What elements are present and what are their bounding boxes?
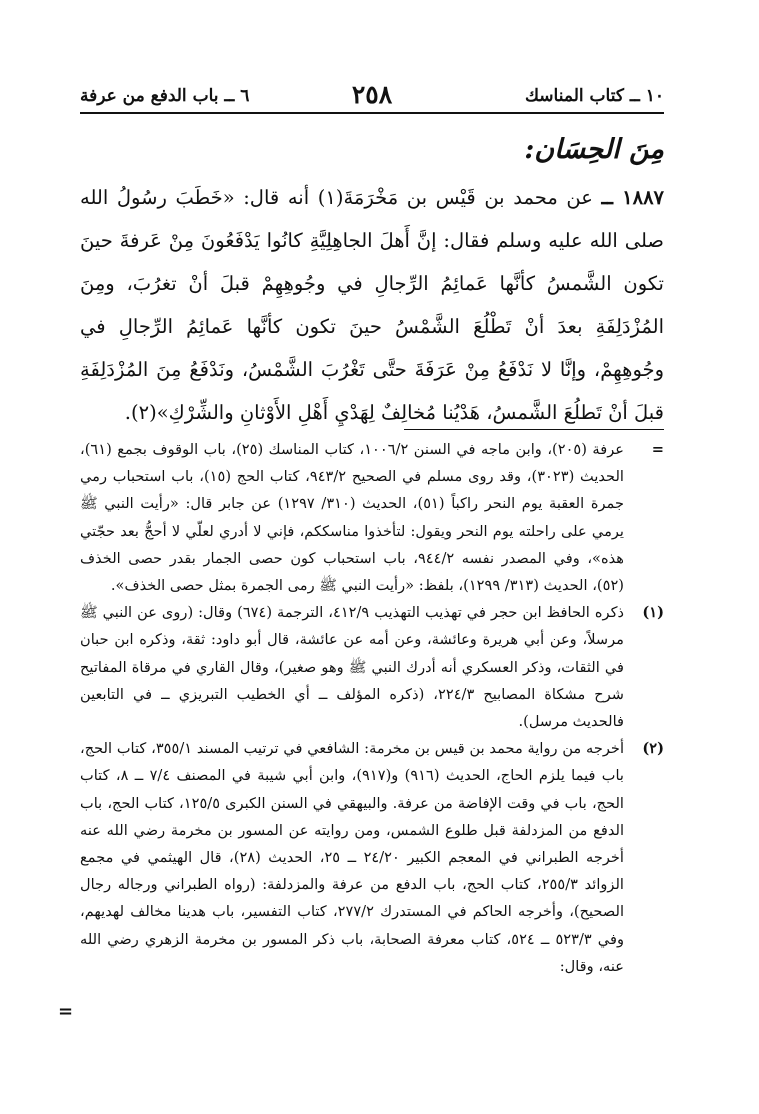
chapter-title: ١٠ ــ كتاب المناسك (524, 86, 664, 106)
page-number: ٢٥٨ (351, 80, 393, 109)
footnote-text: ذكره الحافظ ابن حجر في تهذيب التهذيب ٤١٢/٩، الترجمة (٦٧٤) وقال: (روى عن النبي ﷺ مرسلاً، وعن أبي هريرة وعائشة، وعن أمه عن عائشة، قال أبو داود: ثقة، وذكره ابن حبان في الثقات، وذكر العسكري أنه أدرك النبي ﷺ وهو صغير)، وقال القاري في مرقاة المفاتيح شرح مشكاة المصابيح ٢٢٤/٣، (ذكره المؤلف ــ أي الخطيب التبريزي ــ في التابعين فالحديث مرسل). (80, 604, 625, 731)
footnote-text: عرفة (٢٠٥)، وابن ماجه في السنن ١٠٠٦/٢، كتاب المناسك (٢٥)، باب الوقوف بجمع (٦١)، الحديث (٣٠٢٣)، وقد روى مسلم في الصحيح ٩٤٣/٢، كتاب الحج (١٥)، باب استحباب رمي جمرة العقبة يوم النحر راكباً (٥١)، الحديث (٣١٠/ ١٢٩٧) عن جابر قال: «رأيت النبي ﷺ يرمي على راحلته يوم النحر ويقول: لتأخذوا مناسككم، فإني لا أدري لعلّي لا أحجُّ بعد حجّتي هذه»، وفي المصدر نفسه ٩٤٤/٢، باب استحباب كون حصى الجمار بقدر حصى الخذف (٥٢)، الحديث (٣١٣/ ١٢٩٩)، بلفظ: «رأيت النبي ﷺ رمى الجمرة بمثل حصى الخذف». (80, 441, 624, 595)
footnotes (80, 436, 664, 980)
section-title: مِنَ الحِسَان: (524, 134, 664, 165)
hadith-text (80, 176, 664, 434)
footnote-marker: (١) (642, 604, 664, 622)
footnote-marker: (٢) (642, 740, 664, 758)
hadith-body: عن محمد بن قَيْس بن مَخْرَمَةَ(١) أنه قال: «خَطَبَ رسُولُ الله صلى الله عليه وسلم فقال: إنَّ أَهلَ الجاهِلِيَّةِ كانُوا يَدْفَعُونَ مِنْ عَرفةَ حينَ تكون الشَّمسُ كأنَّها عَمائِمُ الرِّجالِ في وجُوهِهِمْ قبلَ أنْ تغرُبَ، ومِنَ المُزْدَلِفَةِ بعدَ أنْ تَطْلُعَ الشَّمْسُ حينَ تكون كأنَّها عَمائِمُ الرِّجالِ في وجُوهِهِمْ، وإنَّا لا نَدْفَعُ مِنْ عَرَفَةَ حتَّى تَغْرُبَ الشَّمْسُ، ونَدْفَعُ مِنَ المُزْدَلِفَةِ قبلَ أنْ تَطلُعَ الشَّمسُ، هَدْيُنا مُخالِفٌ لِهَدْيِ أَهْلِ الأَوْثانِ والشِّرْكِ»(٢). (80, 186, 664, 424)
continuation-mark: = (58, 1001, 74, 1022)
footnote-1 (80, 599, 664, 735)
footnote-separator (404, 429, 664, 430)
section-heading: ٦ ــ باب الدفع من عرفة (80, 86, 250, 106)
page-header (80, 80, 664, 114)
footnote-2 (80, 735, 664, 980)
footnote-continued (80, 436, 664, 599)
footnote-text: أخرجه من رواية محمد بن قيس بن مخرمة: الشافعي في ترتيب المسند ٣٥٥/١، كتاب الحج، باب فيما يلزم الحاج، الحديث (٩١٦) و(٩١٧)، وابن أبي شيبة في المصنف ٧/٤ ــ ٨، كتاب الحج، باب في وقت الإفاضة من عرفة. والبيهقي في السنن الكبرى ١٢٥/٥، كتاب الحج، باب الدفع من المزدلفة قبل طلوع الشمس، ومن روايته عن المسور بن مخرمة رضي الله عنه أخرجه الطبراني في المعجم الكبير ٢٤/٢٠ ــ ٢٥، الحديث (٢٨)، قال الهيثمي في مجمع الزوائد ٢٥٥/٣، كتاب الحج، باب الدفع من عرفة والمزدلفة: (رواه الطبراني ورجاله رجال الصحيح)، وأخرجه الحاكم في المستدرك ٢٧٧/٢، كتاب التفسير، باب هدينا مخالف لهديهم، وفي ٥٢٣/٣ ــ ٥٢٤، كتاب معرفة الصحابة، باب ذكر المسور بن مخرمة الزهري رضي الله عنه، وقال: (80, 740, 624, 975)
footnote-marker: = (651, 441, 664, 458)
hadith-number: ١٨٨٧ ــ (601, 186, 665, 209)
